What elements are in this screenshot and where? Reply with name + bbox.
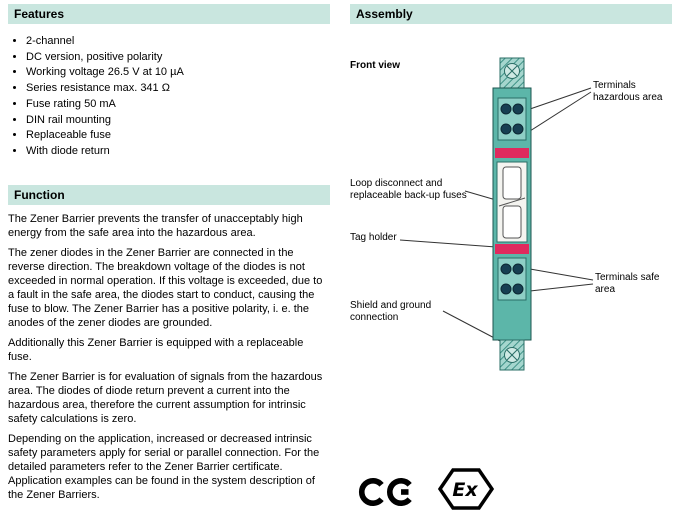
features-list: [10, 34, 330, 160]
feature-item: • DC version, positive polarity: [26, 50, 330, 66]
function-paragraph: The Zener Barrier prevents the transfer of unacceptably high energy from the safe area into the hazardous area.: [8, 213, 303, 239]
backup-fuse-1: [503, 167, 521, 199]
accent-stripe-top: [495, 148, 529, 158]
feature-item: • Working voltage 26.5 V at 10 µA: [26, 65, 330, 81]
feature-item: • With diode return: [26, 144, 330, 160]
features-title: Features: [14, 7, 65, 21]
feature-item: • Series resistance max. 341 Ω: [26, 81, 330, 97]
function-paragraph: Additionally this Zener Barrier is equipped with a replaceable fuse.: [8, 337, 304, 363]
features-header: [8, 4, 330, 24]
ce-mark-icon: [358, 476, 416, 508]
ex-mark-text: Ex: [452, 479, 478, 501]
function-paragraph: The zener diodes in the Zener Barrier are connected in the reverse direction. The breakdown voltage of the diodes is not exceeded in normal operation. If this voltage is exceeded, due to a fault in the safe area, the diodes start to conduct, causing the fuse to blow. The Zener Barrier has a positive polarity, i. e. the anodes of the zener diodes are grounded.: [8, 247, 323, 329]
accent-stripe-bottom: [495, 244, 529, 254]
callout-shield-ground-label: Shield and ground connection: [350, 300, 432, 323]
function-title: Function: [14, 188, 65, 202]
callout-terminals-hazardous-label: Terminals hazardous area: [593, 80, 663, 103]
backup-fuse-2: [503, 206, 521, 238]
function-header: [8, 185, 330, 205]
feature-item: • DIN rail mounting: [26, 113, 330, 129]
terminal-block-hazardous: [498, 98, 526, 140]
assembly-header: [350, 4, 672, 24]
function-paragraph: Depending on the application, increased or decreased intrinsic safety parameters apply for serial or parallel connection. For the detailed parameters refer to the Zener Barrier certificate. Application examples can be found in the system description of the Zener Barriers.: [8, 433, 320, 501]
front-view-label: Front view: [350, 60, 401, 71]
function-paragraph: The Zener Barrier is for evaluation of signals from the hazardous area. The diodes of diode return prevent a current into the hazardous area, therefore the current assumption for intrinsic safety calculations is zero.: [8, 371, 323, 425]
terminal-block-safe: [498, 258, 526, 300]
callout-terminals-safe-label: Terminals safe area: [595, 272, 660, 295]
callout-loop-disconnect-label: Loop disconnect and replaceable back-up fuses: [350, 178, 467, 201]
feature-item: • Replaceable fuse: [26, 128, 330, 144]
assembly-title: Assembly: [356, 7, 413, 21]
barrier-device: [493, 58, 531, 370]
feature-item: • 2-channel: [26, 34, 330, 50]
function-text-block: [8, 212, 330, 508]
callout-tag-holder-label: Tag holder: [350, 232, 397, 243]
feature-item: • Fuse rating 50 mA: [26, 97, 330, 113]
atex-ex-mark-icon: [438, 466, 494, 512]
